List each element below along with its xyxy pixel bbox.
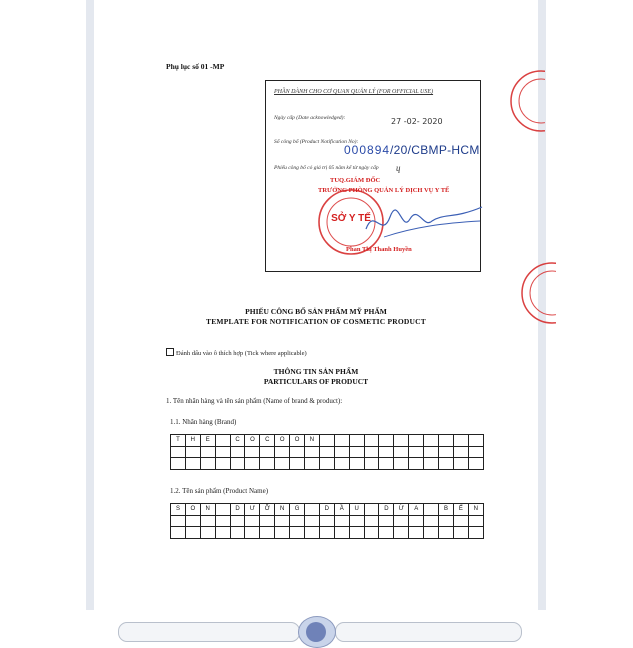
grid-cell — [364, 458, 379, 470]
section-title-en: PARTICULARS OF PRODUCT — [263, 377, 369, 386]
grid-cell — [424, 527, 439, 539]
product-grid-row — [171, 504, 484, 516]
signature-icon — [354, 199, 484, 244]
grid-cell — [275, 515, 290, 527]
grid-cell — [439, 527, 454, 539]
grid-cell — [334, 527, 349, 539]
grid-cell — [364, 527, 379, 539]
grid-cell — [468, 458, 483, 470]
question-1-label: 1. Tên nhãn hàng và tên sản phẩm (Name of brand & product): — [166, 397, 343, 405]
grid-cell — [260, 458, 275, 470]
grid-cell — [171, 527, 186, 539]
official-use-box — [265, 80, 481, 272]
grid-cell — [319, 446, 334, 458]
grid-cell — [230, 446, 245, 458]
grid-cell — [185, 458, 200, 470]
signer-title-2: TRƯỞNG PHÒNG QUẢN LÝ DỊCH VỤ Y TẾ — [318, 187, 450, 194]
official-use-title: PHẦN DÀNH CHO CƠ QUAN QUẢN LÝ (FOR OFFICIAL USE) — [274, 89, 434, 95]
brand-grid-row — [171, 458, 484, 470]
grid-cell: D — [319, 504, 334, 516]
grid-cell — [215, 446, 230, 458]
grid-cell — [364, 515, 379, 527]
grid-cell — [394, 515, 409, 527]
grid-cell — [305, 527, 320, 539]
grid-cell — [245, 527, 260, 539]
grid-cell — [334, 446, 349, 458]
grid-cell: N — [200, 504, 215, 516]
page-indicator-icon — [306, 622, 326, 642]
grid-cell — [290, 446, 305, 458]
notification-number-suffix: /20/CBMP-HCM — [390, 143, 480, 157]
signer-name: Phan Thị Thanh Huyền — [346, 246, 412, 253]
grid-cell: Ỡ — [260, 504, 275, 516]
grid-cell: C — [230, 435, 245, 447]
grid-cell — [319, 435, 334, 447]
grid-cell — [424, 515, 439, 527]
grid-cell — [290, 527, 305, 539]
grid-cell — [424, 435, 439, 447]
grid-cell — [439, 446, 454, 458]
grid-cell — [171, 446, 186, 458]
brand-grid-row — [171, 435, 484, 447]
grid-cell: S — [171, 504, 186, 516]
grid-cell — [215, 435, 230, 447]
tick-instruction-text: Đánh dấu vào ô thích hợp (Tick where applicable) — [176, 350, 307, 357]
grid-cell — [379, 435, 394, 447]
grid-cell: O — [245, 435, 260, 447]
grid-cell — [275, 446, 290, 458]
grid-cell — [379, 527, 394, 539]
notification-number-stamped: 000894 — [344, 143, 391, 157]
grid-cell: E — [200, 435, 215, 447]
grid-cell: Ầ — [334, 504, 349, 516]
grid-cell — [468, 435, 483, 447]
grid-cell — [171, 515, 186, 527]
grid-cell — [468, 527, 483, 539]
grid-cell — [260, 446, 275, 458]
grid-cell — [453, 435, 468, 447]
grid-cell — [245, 458, 260, 470]
grid-cell — [215, 515, 230, 527]
grid-cell — [349, 435, 364, 447]
grid-cell — [305, 504, 320, 516]
grid-cell — [305, 458, 320, 470]
grid-cell — [439, 435, 454, 447]
product-grid-row — [171, 527, 484, 539]
tick-instruction — [166, 348, 307, 357]
seal-text: SỞ Y TẾ — [331, 213, 371, 224]
grid-cell — [349, 527, 364, 539]
grid-cell — [245, 515, 260, 527]
partial-seal-icon — [505, 66, 545, 136]
grid-cell — [230, 458, 245, 470]
next-page-control[interactable] — [335, 622, 522, 642]
grid-cell: N — [468, 504, 483, 516]
grid-cell — [439, 515, 454, 527]
partial-seal-icon — [516, 258, 556, 328]
grid-cell — [394, 446, 409, 458]
grid-cell — [379, 458, 394, 470]
grid-cell — [364, 504, 379, 516]
grid-cell — [409, 435, 424, 447]
grid-cell — [349, 515, 364, 527]
grid-cell — [230, 527, 245, 539]
grid-cell — [409, 527, 424, 539]
grid-cell — [305, 515, 320, 527]
brand-grid — [170, 434, 484, 470]
product-name-label: 1.2. Tên sản phẩm (Product Name) — [170, 487, 269, 495]
grid-cell — [334, 458, 349, 470]
grid-cell — [290, 515, 305, 527]
grid-cell: Ư — [245, 504, 260, 516]
grid-cell — [185, 515, 200, 527]
grid-cell: O — [275, 435, 290, 447]
grid-cell — [245, 446, 260, 458]
grid-cell — [453, 527, 468, 539]
grid-cell — [275, 458, 290, 470]
grid-cell: O — [290, 435, 305, 447]
annex-label: Phụ lục số 01 -MP — [166, 62, 225, 71]
grid-cell: U — [349, 504, 364, 516]
handwritten-tick: ɥ — [396, 163, 401, 173]
grid-cell: G — [290, 504, 305, 516]
date-value: 27 -02- 2020 — [391, 117, 443, 126]
grid-cell — [215, 527, 230, 539]
previous-page-control[interactable] — [118, 622, 300, 642]
grid-cell — [349, 446, 364, 458]
grid-cell — [379, 446, 394, 458]
grid-cell — [319, 527, 334, 539]
notification-number — [344, 143, 480, 157]
grid-cell: Ế — [453, 504, 468, 516]
product-name-grid — [170, 503, 484, 539]
grid-cell — [349, 458, 364, 470]
document-title-vi: PHIẾU CÔNG BỐ SẢN PHẨM MỸ PHẨM — [245, 307, 387, 316]
grid-cell: O — [185, 504, 200, 516]
grid-cell — [424, 446, 439, 458]
brand-label: 1.1. Nhãn hàng (Brand) — [170, 418, 237, 426]
checkbox-icon — [166, 348, 174, 356]
grid-cell: D — [379, 504, 394, 516]
grid-cell: H — [185, 435, 200, 447]
grid-cell — [394, 435, 409, 447]
grid-cell — [305, 446, 320, 458]
grid-cell — [260, 515, 275, 527]
grid-cell — [215, 504, 230, 516]
grid-cell: N — [305, 435, 320, 447]
grid-cell — [260, 527, 275, 539]
grid-cell — [424, 458, 439, 470]
grid-cell — [200, 527, 215, 539]
grid-cell — [394, 527, 409, 539]
grid-cell — [185, 527, 200, 539]
grid-cell — [200, 446, 215, 458]
grid-cell — [453, 446, 468, 458]
grid-cell — [468, 515, 483, 527]
grid-cell — [468, 446, 483, 458]
grid-cell — [379, 515, 394, 527]
grid-cell — [171, 458, 186, 470]
grid-cell: D — [230, 504, 245, 516]
grid-cell — [319, 515, 334, 527]
grid-cell — [453, 515, 468, 527]
grid-cell: T — [171, 435, 186, 447]
grid-cell — [200, 458, 215, 470]
grid-cell — [424, 504, 439, 516]
grid-cell: Ừ — [394, 504, 409, 516]
grid-cell — [364, 446, 379, 458]
signer-title-1: TUQ.GIÁM ĐỐC — [330, 177, 381, 184]
grid-cell: A — [409, 504, 424, 516]
grid-cell: N — [275, 504, 290, 516]
grid-cell — [290, 458, 305, 470]
date-label: Ngày cấp (Date acknowledged): — [274, 115, 346, 121]
grid-cell — [364, 435, 379, 447]
validity-label: Phiếu công bố có giá trị 05 năm kể từ ngày cấp — [274, 165, 379, 171]
grid-cell — [319, 458, 334, 470]
grid-cell: C — [260, 435, 275, 447]
grid-cell — [409, 515, 424, 527]
grid-cell — [409, 446, 424, 458]
brand-grid-row — [171, 446, 484, 458]
grid-cell — [215, 458, 230, 470]
grid-cell — [334, 435, 349, 447]
grid-cell — [409, 458, 424, 470]
notification-number-label: Số công bố (Product Notification No): — [274, 139, 359, 145]
section-title-vi: THÔNG TIN SẢN PHẨM — [273, 367, 359, 376]
grid-cell — [453, 458, 468, 470]
page-edge-left — [86, 0, 94, 610]
grid-cell — [334, 515, 349, 527]
grid-cell — [230, 515, 245, 527]
grid-cell — [185, 446, 200, 458]
grid-cell — [394, 458, 409, 470]
document-title-en: TEMPLATE FOR NOTIFICATION OF COSMETIC PRODUCT — [206, 317, 426, 326]
product-grid-row — [171, 515, 484, 527]
grid-cell — [275, 527, 290, 539]
grid-cell: B — [439, 504, 454, 516]
grid-cell — [200, 515, 215, 527]
grid-cell — [439, 458, 454, 470]
